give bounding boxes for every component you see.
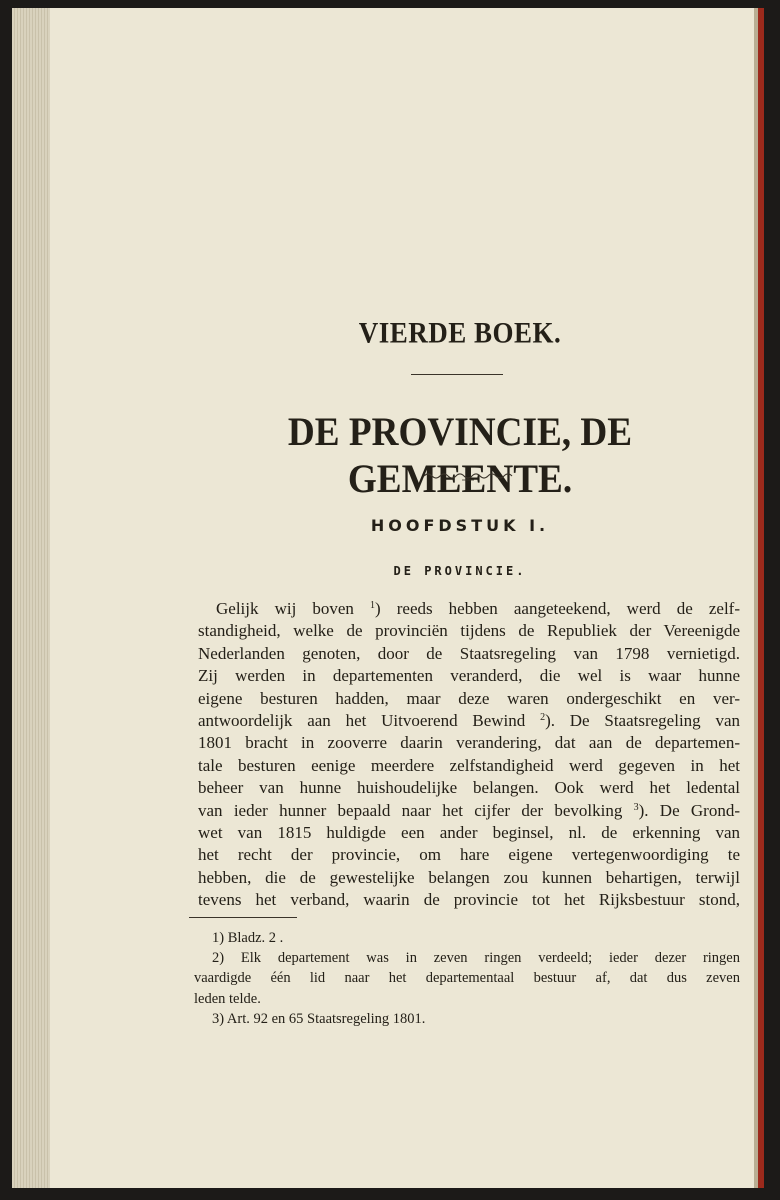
body-line: het recht der provincie, om hare eigene vertegenwoordiging te [198,845,740,865]
page-edges [12,8,50,1188]
book-binding-edge [758,8,764,1188]
body-line: 1801 bracht in zooverre daarin verandering, dat aan de departemen- [198,733,740,753]
body-line: tale besturen eenige meerdere zelfstandigheid werd gegeven in het [198,755,740,775]
footnote-marker: 1 [370,600,375,611]
body-text-run: antwoordelijk aan het Uitvoerend Bewind [198,711,541,731]
footnote-1 [194,928,740,948]
body-line: Zij werden in departementen veranderd, die wel is waar hunne [198,666,740,686]
body-line: wet van 1815 huldigde een ander beginsel, nl. de erkenning van [198,823,740,843]
body-line: tevens het verband, waarin de provincie tot het Rijksbestuur stond, [198,890,740,910]
body-line: beheer van hunne huishoudelijke belangen. Ook werd het ledental [198,778,740,798]
body-line: eigene besturen hadden, maar deze waren ondergeschikt en ver- [198,688,740,708]
ornament-divider [422,470,514,482]
main-title: DE PROVINCIE, DE GEMEENTE. [287,409,633,501]
body-line [198,710,740,732]
book-page [12,8,764,1188]
book-heading: VIERDE BOEK. [358,316,562,350]
body-line: hebben, die de gewestelijke belangen zou kunnen behartigen, terwijl [198,867,740,887]
body-text-run: van ieder hunner bepaald naar het cijfer der bevolking [198,800,634,820]
body-text-run: ). De Grond- [638,800,740,820]
body-line [198,800,740,822]
body-paragraph [198,598,740,912]
body-line [198,598,740,620]
title-rule [411,374,503,375]
footnote-3 [194,1009,740,1029]
section-heading: DE PROVINCIE. [393,564,527,578]
footnote-rule [189,917,297,918]
footnote-line: 2) Elk departement was in zeven ringen verdeeld; ieder dezer ringen [212,950,740,967]
chapter-heading: HOOFDSTUK I. [370,516,550,535]
footnote-line: leden telde. [194,990,261,1007]
footnote-line: vaardigde één lid naar het departementaal bestuur af, dat dus zeven [194,970,740,987]
footnote-line: 1) Bladz. 2 . [212,930,284,946]
body-text-run: Gelijk wij boven [216,599,370,618]
footnote-marker: 3 [633,801,639,813]
body-line: Nederlanden genoten, door de Staatsregeling van 1798 vernietigd. [198,643,740,663]
footnote-2 [194,948,740,1009]
body-text-run: ) reeds hebben aangeteekend, werd de zelf- [375,599,740,618]
body-line: standigheid, welke de provinciën tijdens de Republiek der Vereenigde [198,621,740,641]
footnote-line: 3) Art. 92 en 65 Staatsregeling 1801. [212,1010,426,1027]
body-text-run: ). De Staatsregeling van [545,711,740,731]
footnote-marker: 2 [540,712,546,724]
footnotes [194,928,740,1029]
